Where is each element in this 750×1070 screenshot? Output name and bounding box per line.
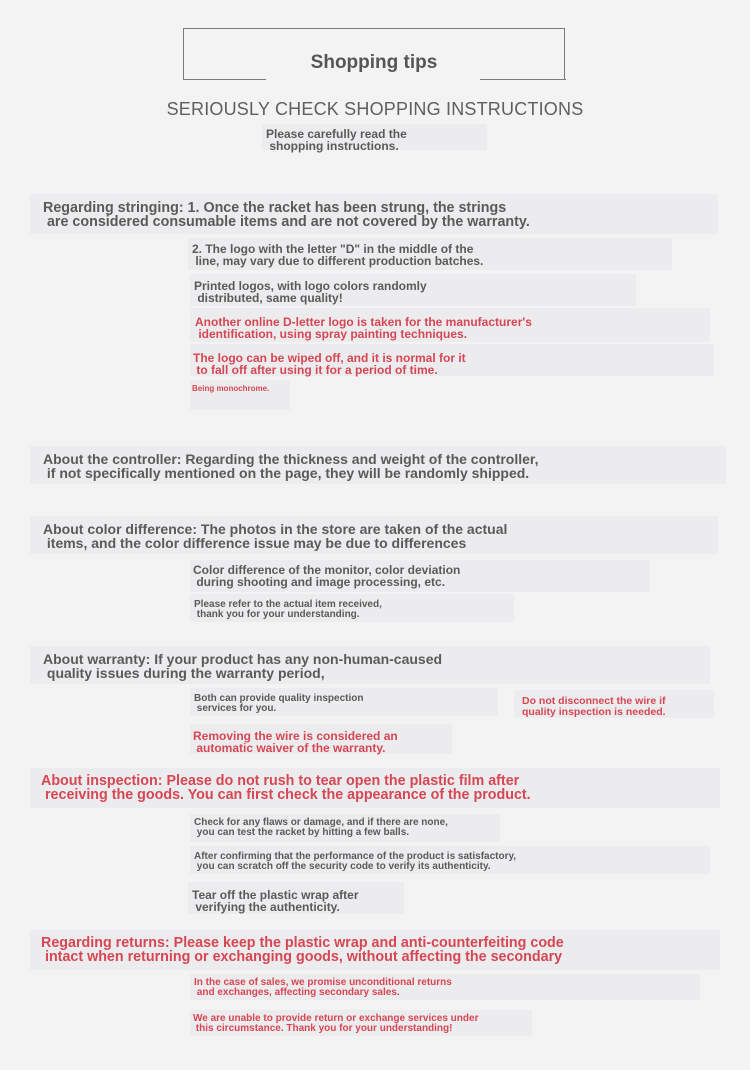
both-text: Both can provide quality inspection services for you. (194, 693, 364, 714)
returns-heading: Regarding returns: Please keep the plastic wrap and anti-counterfeiting code intact when returning or exchanging goods, without affecting the secondary (41, 935, 564, 966)
mono-text: Being monochrome. (192, 384, 270, 393)
page-subtitle: SERIOUSLY CHECK SHOPPING INSTRUCTIONS (166, 99, 584, 119)
logo-d-text: 2. The logo with the letter "D" in the middle of the line, may vary due to different production batches. (192, 242, 484, 268)
online-text: Another online D-letter logo is taken for the manufacturer's identification, using spray painting techniques. (195, 315, 532, 341)
refer-text: Please refer to the actual item received, thank you for your understanding. (194, 599, 382, 620)
wipe-text: The logo can be wiped off, and it is normal for it to fall off after using it for a period of time. (193, 351, 466, 377)
inspection-heading: About inspection: Please do not rush to tear open the plastic film after receiving the goods. You can first check the appearance of the product. (41, 773, 531, 804)
removing-text: Removing the wire is considered an automatic waiver of the warranty. (193, 729, 398, 755)
page-title: Shopping tips (310, 52, 438, 73)
warranty-heading: About warranty: If your product has any non-human-caused quality issues during the warranty period, (43, 651, 443, 681)
color-heading: About color difference: The photos in the store are taken of the actual items, and the color difference issue may be due to differences (43, 521, 508, 551)
confirm-text: After confirming that the performance of the product is satisfactory, you can scratch off the security code to verify its authenticity. (194, 851, 517, 872)
title-frame-underline-left (183, 79, 266, 80)
tear-text: Tear off the plastic wrap after verifying the authenticity. (192, 888, 359, 914)
intro-text: Please carefully read the shopping instructions. (266, 127, 407, 153)
printed-text: Printed logos, with logo colors randomly distributed, same quality! (194, 279, 427, 305)
disconnect-text: Do not disconnect the wire if quality inspection is needed. (522, 695, 666, 718)
stringing-heading: Regarding stringing: 1. Once the racket has been strung, the strings are considered consumable items and are not covered by the warranty. (43, 200, 530, 231)
sales-text: In the case of sales, we promise unconditional returns and exchanges, affecting secondary sales. (194, 977, 452, 998)
controller-heading: About the controller: Regarding the thickness and weight of the controller, if not specifically mentioned on the page, they will be randomly shipped. (43, 451, 539, 481)
flaws-text: Check for any flaws or damage, and if there are none, you can test the racket by hitting a few balls. (194, 817, 448, 838)
title-frame-underline-right (480, 79, 566, 80)
monitor-text: Color difference of the monitor, color deviation during shooting and image processing, etc. (193, 563, 461, 589)
unable-text: We are unable to provide return or exchange services under this circumstance. Thank you for your understanding! (193, 1013, 479, 1034)
